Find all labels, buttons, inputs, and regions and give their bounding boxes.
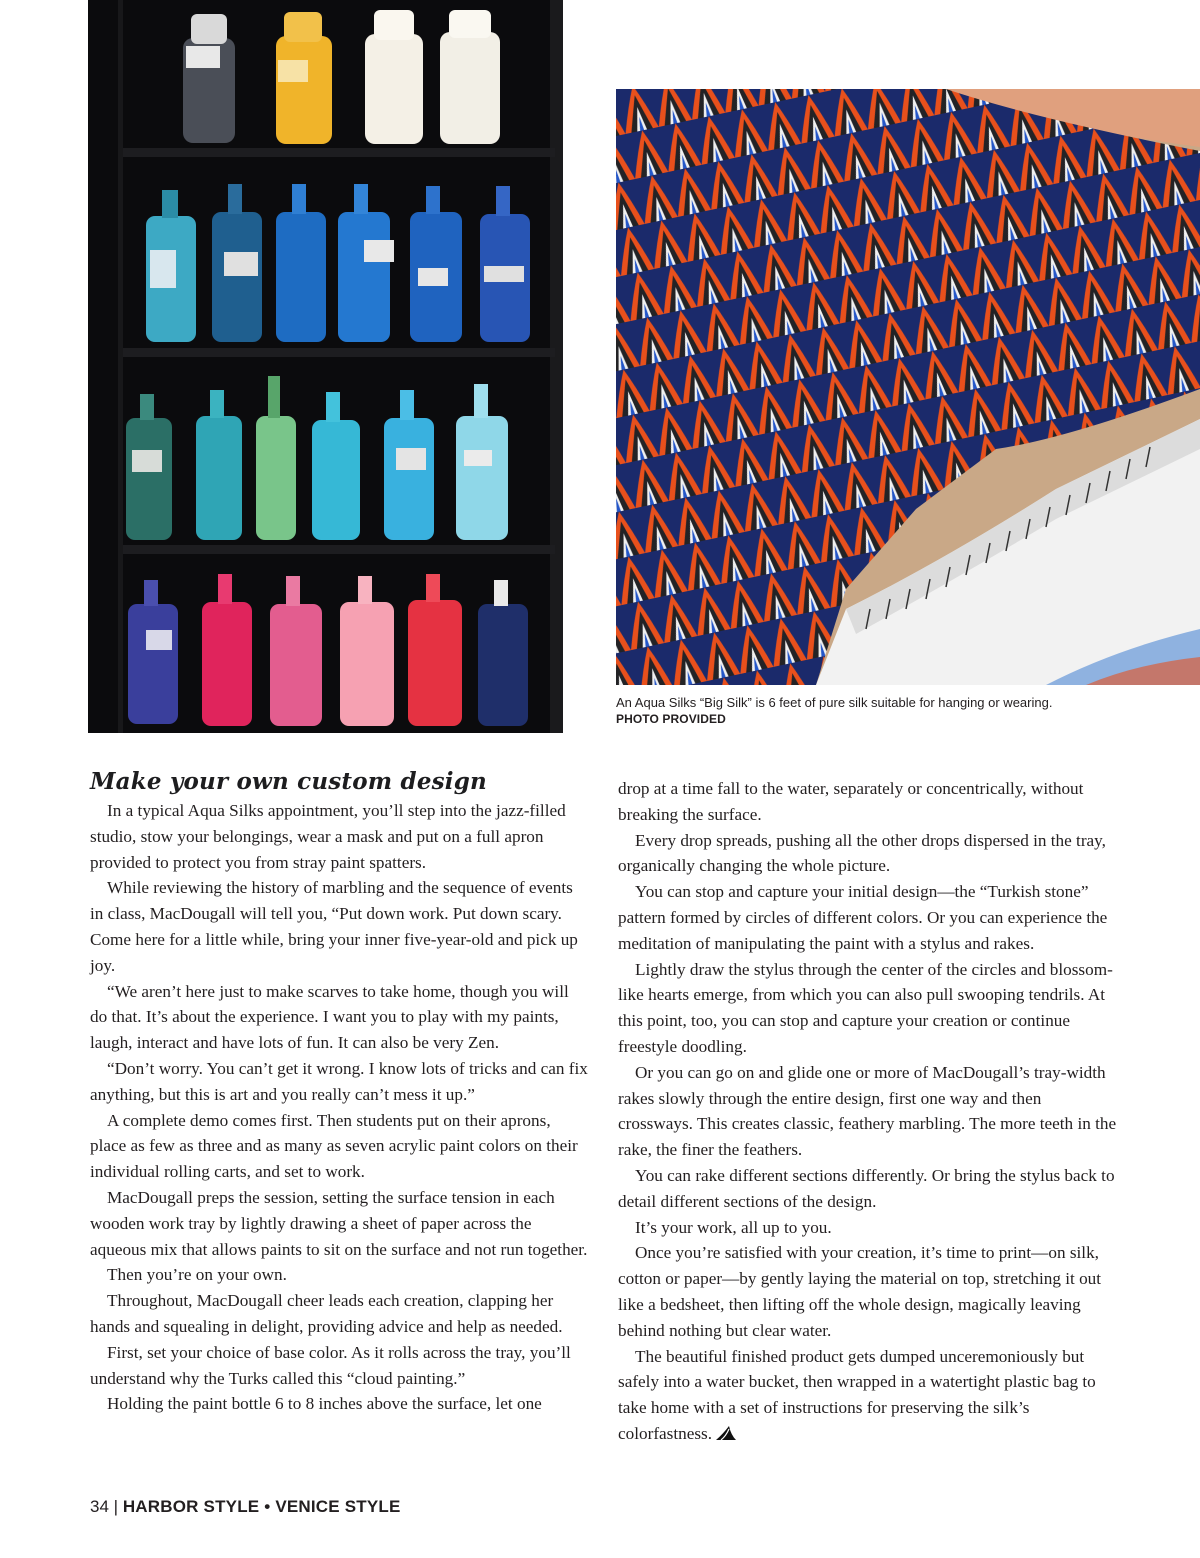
paragraph: Holding the paint bottle 6 to 8 inches above the surface, let one <box>107 1394 542 1414</box>
publication-name: HARBOR STYLE • VENICE STYLE <box>122 1497 401 1516</box>
paragraph-final <box>618 1344 1118 1447</box>
paragraph: It’s your work, all up to you. <box>635 1217 832 1237</box>
paragraph: Once you’re satisfied with your creation, it’s time to print—on silk, cotton or paper—by gently laying the material on top, stretching it out like a bedsheet, then lifting off the whole design, magically leaving behind nothing but clear water. <box>618 1243 1102 1340</box>
marbled-silk-illustration <box>616 89 1200 685</box>
paragraph: Throughout, MacDougall cheer leads each creation, clapping her hands and squealing in delight, providing advice and help as needed. <box>90 1291 563 1336</box>
paragraph: Then you’re on your own. <box>107 1265 287 1285</box>
page-number: 34 <box>90 1497 109 1516</box>
footer-separator: | <box>113 1497 119 1516</box>
photo-credit: PHOTO PROVIDED <box>616 712 726 726</box>
paragraph: “We aren’t here just to make scarves to take home, though you will do that. It’s about the experience. I want you to play with my paints, laugh, interact and have lots of fun. It can also be very Zen. <box>90 981 569 1053</box>
paragraph: Or you can go on and glide one or more of MacDougall’s tray-width rakes slowly through the entire design, first one way and then crossways. This creates classic, feathery marbling. The more teeth in the rake, the finer the feathers. <box>618 1062 1117 1160</box>
paragraph: MacDougall preps the session, setting the surface tension in each wooden work tray by lightly drawing a sheet of paper across the aqueous mix that allows paints to sit on the surface and not run together. <box>90 1187 588 1259</box>
paragraph: “Don’t worry. You can’t get it wrong. I know lots of tricks and can fix anything, but this is art and you really can’t mess it up.” <box>90 1058 588 1104</box>
paragraph: While reviewing the history of marbling and the sequence of events in class, MacDougall will tell you, “Put down work. Put down scary. Come here for a little while, bring your inner five-year-old and pick up joy. <box>90 878 578 975</box>
paragraph-continued: drop at a time fall to the water, separately or concentrically, without breaking the surface. <box>618 779 1084 824</box>
article-column-right <box>618 776 1118 1447</box>
marbled-silk-photo <box>616 89 1200 685</box>
paragraph: A complete demo comes first. Then students put on their aprons, place as few as three and as many as seven acrylic paint colors on their individual rolling carts, and set to work. <box>90 1110 578 1182</box>
paragraph: Every drop spreads, pushing all the other drops dispersed in the tray, organically changing the whole picture. <box>618 830 1106 876</box>
paragraph: Lightly draw the stylus through the center of the circles and blossom-like hearts emerge, from which you can also pull swooping tendrils. At this point, too, you can stop and capture your creation or continue freestyle doodling. <box>618 959 1113 1056</box>
final-paragraph-text: The beautiful finished product gets dumped unceremoniously but safely into a water bucket, then wrapped in a watertight plastic bag to take home with a set of instructions for preserving the silk’s colorfastness. <box>618 1346 1096 1443</box>
paint-shelves-illustration <box>88 0 563 733</box>
photo-caption <box>616 694 1176 728</box>
paragraph: First, set your choice of base color. As it rolls across the tray, you’ll understand why the Turks called this “cloud painting.” <box>90 1342 571 1388</box>
paragraph: You can stop and capture your initial design—the “Turkish stone” pattern formed by circles of different colors. Or you can experience the meditation of manipulating the paint with a stylus and rakes. <box>618 882 1108 953</box>
paragraph: In a typical Aqua Silks appointment, you’ll step into the jazz-filled studio, stow your belongings, wear a mask and put on a full apron provided to protect you from stray paint spatters. <box>90 801 566 872</box>
fin-end-mark-icon <box>715 1425 737 1441</box>
paint-bottles-photo <box>88 0 563 733</box>
section-heading: Make your own custom design <box>90 768 487 795</box>
caption-text: An Aqua Silks “Big Silk” is 6 feet of pure silk suitable for hanging or wearing. <box>616 695 1053 710</box>
paragraph: You can rake different sections differently. Or bring the stylus back to detail different sections of the design. <box>618 1165 1115 1211</box>
article-column-left <box>90 767 590 1417</box>
page-footer <box>90 1496 401 1518</box>
